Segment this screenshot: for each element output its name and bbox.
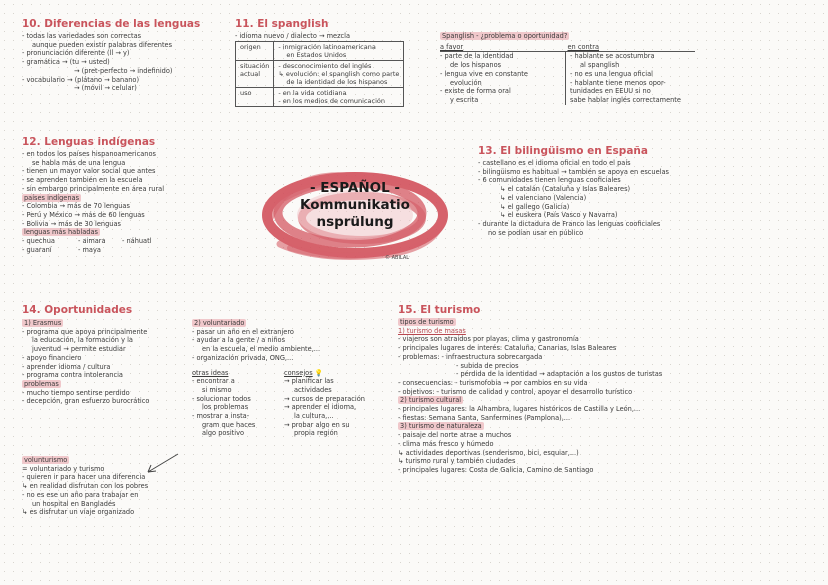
naturaleza-line: - paisaje del norte atrae a muchos [398,431,512,440]
table-row [236,87,404,106]
masas-line: - viajeros son atraídos por playas, clima y gastronomía [398,335,579,344]
favor-heading: a favor [440,42,464,51]
naturaleza-line: ↳ actividades deportivas (senderismo, bici, esquiar,...) [398,448,579,457]
voluntariado-block: 2) voluntariado - pasar un año en el extranjero - ayudar a la gente / a niños en la escuela, el medio ambiente,... - organización privada, ONG,... otras ideas - encontrar a si mismo - solucionar todos los problemas - mostrar a insta- gram que haces algo positivo consejos 💡 → planificar las actividades → cursos de preparación → aprender el idioma, la cultura,... → probar algo en su propia región [192,319,365,438]
s10-line: → (móvil → celular) [74,84,137,93]
spanglish-question: Spanglish - ¿problema o oportunidad? [442,32,568,40]
paises-item: - Colombia → más de 70 lenguas [22,202,130,211]
masas-line: - objetivos: - turismo de calidad y control, apoyar el desarrollo turístico [398,387,633,396]
table-key: situación actual [236,60,274,87]
table-row [236,41,404,60]
center-title-cloud [250,158,460,276]
section-11-title: 11. El spanglish [235,18,329,30]
voluntariado-heading: 2) voluntariado [194,319,245,327]
section-11-spanglish [235,18,435,107]
otras-ideas-list: otras ideas - encontrar a si mismo - solucionar todos los problemas - mostrar a insta- gram que haces algo positivo [192,368,256,438]
s12-line: - tienen un mayor valor social que antes [22,167,156,176]
masas-line: - subida de precios [456,361,519,370]
s13-line: ↳ el euskera (País Vasco y Navarra) [500,211,618,220]
erasmus-heading: 1) Erasmus [24,319,62,327]
masas-line: - problemas: - infraestructura sobrecargada [398,352,543,361]
cultural-heading: 2) turismo cultural [400,396,462,405]
masas-line: - consecuencias: - turismofobia → por cambios en su vida [398,378,588,387]
lenguas-row: - guaraní - maya [22,245,101,254]
section-10-title: 10. Diferencias de las lenguas [22,18,201,30]
volunturismo-heading: volunturismo [24,456,68,464]
masas-line: - principales lugares de interés: Cataluña, Canarias, Islas Baleares [398,344,617,353]
s11-intro: - idioma nuevo / dialecto → mezcla [235,32,351,40]
contra-heading: en contra [567,42,600,51]
copyright-mark: © ABILAL [385,255,410,261]
s13-line: ↳ el gallego (Galicia) [500,202,570,211]
s12-line: - sin embargo principalmente en área rural [22,184,165,193]
s10-line: - todas las variedades son correctas [22,32,142,40]
section-13-title: 13. El bilingüismo en España [478,145,648,157]
section-12-title: 12. Lenguas indígenas [22,136,156,148]
section-15-tourism [398,304,808,475]
s13-line: - durante la dictadura de Franco las lenguas cooficiales [478,219,661,228]
table-row [236,60,404,87]
cultural-line: - fiestas: Semana Santa, Sanfermines (Pamplona),... [398,413,571,422]
table-value: - en la vida cotidiana - en los medios de comunicación [274,87,404,106]
s12-line: - se aprenden también en la escuela [22,176,143,185]
s12-line: se habla más de una lengua [32,158,126,167]
section-10-differences [22,18,222,93]
s13-line: - 6 comunidades tienen lenguas cooficiales [478,176,621,185]
masas-line: - pérdida de la identidad → adaptación a los gustos de turistas [456,370,663,379]
spanglish-table [235,41,404,107]
paises-heading: países indígenas [24,193,80,202]
contra-list: - hablante se acostumbra al spanglish - no es una lengua oficial - hablante tiene menos opor- tunidades en EEUU si no sabe hablar inglés correctamente [570,52,681,104]
paises-item: - Perú y México → más de 60 lenguas [22,210,145,219]
s13-line: - bilingüismo es habitual → también se apoya en escuelas [478,167,669,176]
table-key: origen [236,41,274,60]
s10-line: - gramática → (tu → usted) [22,58,110,67]
s13-line: ↳ el valenciano (Valencia) [500,193,587,202]
cultural-line: - principales lugares: la Alhambra, lugares históricos de Castilla y León,... [398,405,641,414]
lenguas-row: - quechua - aimara - náhuatl [22,237,152,246]
favor-list: - parte de la identidad de los hispanos - lengua vive en constante evolución - existe de forma oral y escrita [440,52,566,104]
s12-line: - en todos los países hispanoamericanos [22,150,156,158]
naturaleza-line: - principales lugares: Costa de Galicia, Camino de Santiago [398,465,594,474]
s13-line: - castellano es el idioma oficial en todo el país [478,159,631,167]
section-14-opportunities [22,304,392,554]
section-14-title: 14. Oportunidades [22,304,133,316]
s10-line: - vocabulario → (plátano → banano) [22,75,140,84]
section-13-bilingualism [478,145,798,237]
consejos-list: consejos 💡 → planificar las actividades → cursos de preparación → aprender el idioma, la cultura,... → probar algo en su propia región [284,368,365,438]
s13-line: ↳ el catalán (Cataluña y Islas Baleares) [500,185,631,194]
s10-line: aunque pueden existir palabras diferentes [32,40,173,49]
volunturismo-block: volunturismo = voluntariado y turismo - quieren ir para hacer una diferencia ↳ en realidad disfrutan con los pobres - no es ese un año para trabajar en un hospital en Bangladés ↳ es disfrutar un viaje organizado [22,456,149,517]
naturaleza-heading: 3) turismo de naturaleza [400,422,482,431]
lenguas-heading: lenguas más habladas [24,228,98,237]
table-value: - desconocimiento del inglés ↳ evolución: el spanglish como parte de la identidad de los hispanos [274,60,404,87]
paises-item: - Bolivia → más de 30 lenguas [22,219,121,228]
s13-line: no se podían usar en público [488,228,584,237]
naturaleza-line: ↳ turismo rural y también ciudades [398,457,516,466]
table-value: - inmigración latinoamericana en Estados Unidos [274,41,404,60]
s10-line: - pronunciación diferente (ll → y) [22,49,130,58]
table-key: uso [236,87,274,106]
tipos-heading: tipos de turismo [400,318,454,326]
masas-heading: 1) turismo de masas [398,326,466,335]
s10-line: → (pret-perfecto → indefinido) [74,66,173,75]
center-title: - ESPAÑOL - Kommunikatio nsprülung [300,180,410,230]
section-12-indigenous [22,136,232,254]
lightbulb-icon: 💡 [314,368,323,377]
naturaleza-line: - clima más fresco y húmedo [398,439,494,448]
section-15-title: 15. El turismo [398,304,481,316]
erasmus-block: 1) Erasmus - programa que apoya principalmente la educación, la formación y la juventud → permite estudiar - apoyo financiero - aprender idioma / cultura - programa contra intolerancia problemas - mucho tiempo sentirse perdido - decepción, gran esfuerzo burocrático [22,319,150,406]
spanglish-pros-cons [440,32,695,105]
problemas-heading: problemas [24,379,59,388]
